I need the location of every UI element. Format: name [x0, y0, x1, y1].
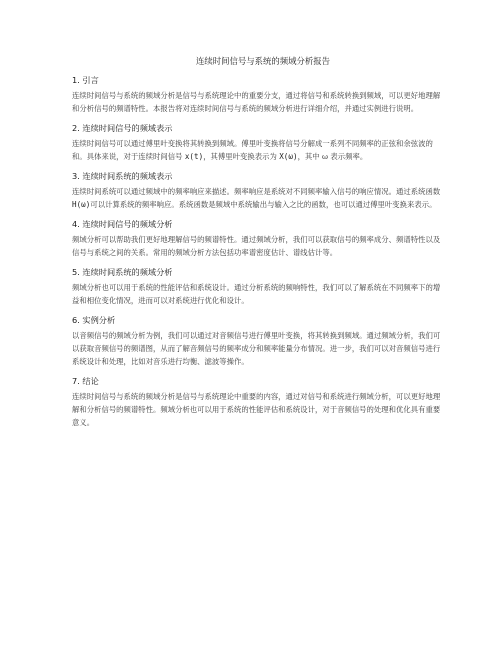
section-paragraph: 连续时间信号与系统的频域分析是信号与系统理论中重要的内容，通过对信号和系统进行频域分析，可以更好地理解和分析信号的频谱特性。频域分析也可以用于系统的性能评估和系统设计，对于音频信号的处理和优化具有重要意义。 [72, 392, 441, 427]
section-paragraph [72, 185, 442, 211]
paragraph-text: ，其中 ω 表示频率。 [297, 152, 368, 161]
math-system-function: H(ω) [72, 200, 91, 209]
paragraph-text: 连续时间信号可以通过傅里叶变换将其转换到频域。傅里叶变换将信号分解成一系列不同频率的正弦和余弦波的和。具体来说，对于连续时间信号 [72, 139, 433, 161]
section-heading: 4. 连续时间信号的频域分析 [72, 219, 173, 229]
paragraph-text: ，其傅里叶变换表示为 [203, 152, 280, 161]
math-signal-xt: x(t) [184, 152, 204, 161]
section-paragraph: 频域分析也可以用于系统的性能评估和系统设计。通过分析系统的频响特性，我们可以了解系统在不同频率下的增益和相位变化情况，进而可以对系统进行优化和设计。 [72, 283, 441, 305]
section-paragraph: 频域分析可以帮助我们更好地理解信号的频谱特性。通过频域分析，我们可以获取信号的频率成分、频谱特性以及信号与系统之间的关系。常用的频域分析方法包括功率谱密度估计、谱线估计等。 [72, 235, 441, 257]
paragraph-text: 连续时间系统可以通过频域中的频率响应来描述。频率响应是系统对不同频率输入信号的响应情况。通过系统函数 [72, 187, 441, 196]
section-signal-frequency-analysis [72, 218, 442, 259]
section-example-analysis [72, 314, 442, 368]
section-paragraph: 连续时间信号与系统的频域分析是信号与系统理论中的重要分支，通过将信号和系统转换到频域，可以更好地理解和分析信号的频谱特性。本报告将对连续时间信号与系统的频域分析进行详细介绍，并通过实例进行说明。 [72, 91, 441, 113]
math-fourier-xw: X(ω) [279, 152, 298, 161]
paragraph-text: 可以计算系统的频率响应。系统函数是频域中系统输出与输入之比的函数，也可以通过傅里叶变换来表示。 [90, 200, 437, 209]
section-system-frequency-analysis [72, 266, 442, 307]
document-title: 连续时间信号与系统的频域分析报告 [196, 56, 330, 66]
section-heading: 2. 连续时间信号的频域表示 [72, 123, 173, 133]
section-introduction [72, 74, 442, 115]
document-page [72, 55, 442, 436]
section-conclusion [72, 375, 442, 429]
section-paragraph: 以音频信号的频域分析为例，我们可以通过对音频信号进行傅里叶变换，将其转换到频域。通过频域分析，我们可以获取音频信号的频谱图，从而了解音频信号的频率成分和频率能量分布情况。进一步，我们可以对音频信号进行系统设计和处理，比如对音乐进行均衡、滤波等操作。 [72, 331, 441, 366]
section-heading: 6. 实例分析 [72, 315, 116, 325]
section-heading: 5. 连续时间系统的频域分析 [72, 267, 173, 277]
section-paragraph [72, 137, 442, 163]
section-heading: 1. 引言 [72, 75, 99, 85]
section-system-frequency-representation [72, 170, 442, 211]
section-heading: 3. 连续时间系统的频域表示 [72, 171, 173, 181]
section-signal-frequency-representation [72, 122, 442, 163]
section-heading: 7. 结论 [72, 376, 99, 386]
